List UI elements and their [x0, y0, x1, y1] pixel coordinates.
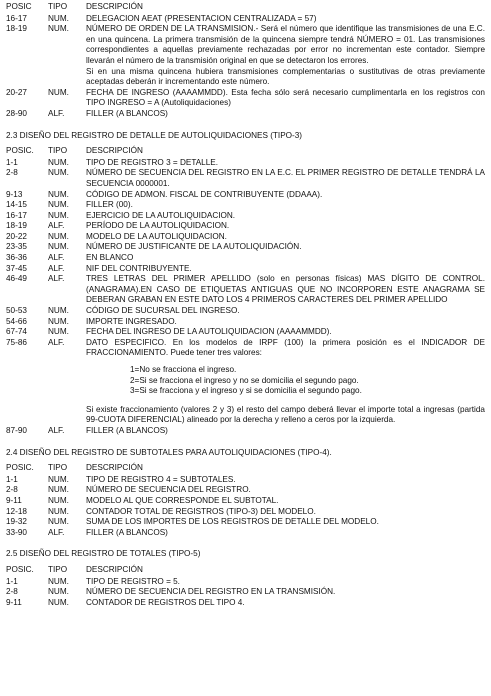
table-row — [6, 317, 485, 328]
row-desc: FILLER (A BLANCOS) — [86, 425, 168, 435]
section-title: 2.4 DISEÑO DEL REGISTRO DE SUBTOTALES PARA AUTOLIQUIDACIONES (TIPO-4). — [6, 447, 332, 457]
row-type: NUM. — [48, 327, 69, 337]
row-desc-extra: Si en una misma quincena hubiera transmisiones complementarias o sustitutivas de otras previamente aceptadas deberán ir incrementando este número. — [86, 66, 485, 87]
row-desc: FILLER (A BLANCOS) — [86, 527, 168, 537]
table-row — [6, 221, 485, 232]
row-type: NUM. — [48, 485, 69, 495]
header-tipo: TIPO — [48, 2, 68, 11]
row-pos: 1-1 — [6, 576, 18, 586]
row-pos: 9-11 — [6, 597, 22, 607]
row-pos: 23-35 — [6, 242, 27, 252]
row-desc: FECHA DEL INGRESO DE LA AUTOLIQUIDACION (AAAAMMDD). — [86, 327, 332, 337]
row-pos: 46-49 — [6, 274, 27, 284]
row-desc: IMPORTE INGRESADO. — [86, 316, 177, 326]
row-type: ALF. — [48, 108, 65, 118]
section-title: 2.3 DISEÑO DEL REGISTRO DE DETALLE DE AUTOLIQUIDACIONES (TIPO-3) — [6, 130, 303, 140]
row-desc-extra: Si existe fraccionamiento (valores 2 y 3) el resto del campo deberá llevar el importe total a ingresas (partida 99-CUOTA DIFERENCIAL) alineado por la derecha y relleno a ceros por la izquierda. — [86, 404, 485, 425]
row-type: ALF. — [48, 221, 65, 231]
row-desc: CÓDIGO DE ADMON. FISCAL DE CONTRIBUYENTE (DDAAA). — [86, 189, 323, 199]
section-detalle-autoliquidaciones — [6, 131, 485, 437]
row-type: NUM. — [48, 316, 69, 326]
row-type: NUM. — [48, 306, 69, 316]
row-type: NUM. — [48, 157, 69, 167]
table-row — [6, 327, 485, 338]
table-row — [6, 507, 485, 518]
row-pos: 2-8 — [6, 485, 18, 495]
row-desc: DELEGACION AEAT (PRESENTACION CENTRALIZADA = 57) — [86, 13, 317, 23]
row-type: NUM. — [48, 200, 69, 210]
option-item: 1=No se fracciona el ingreso. — [130, 365, 237, 374]
table-row — [6, 24, 485, 88]
document-page — [6, 2, 485, 608]
row-type: NUM. — [48, 24, 69, 34]
row-desc-block — [86, 338, 485, 426]
row-type: ALF. — [48, 527, 65, 537]
row-desc: NÚMERO DE SECUENCIA DEL REGISTRO EN LA TRANSMISIÓN. — [86, 587, 336, 597]
table-row — [6, 496, 485, 507]
row-pos: 36-36 — [6, 253, 27, 263]
row-desc-block — [86, 24, 485, 88]
row-desc: NÚMERO DE ORDEN DE LA TRANSMISION.- Será el número que identifique las transmisiones de una E.C. en una quincena. La primera transmisión de la quincena siempre tendrá NÚMERO = 01. Las transmisiones correspondientes a aquellas previamente rechazadas por error no incrementan este contador. Siempre llevarán el número de la transmisión original en que se detectaron los errores. — [86, 24, 485, 65]
row-pos: 1-1 — [6, 474, 18, 484]
table-row — [6, 528, 485, 539]
row-desc: DATO ESPECIFICO. En los modelos de IRPF (100) la primera posición es el INDICADOR DE FRACCIONAMIENTO. Puede tener tres valores: — [86, 337, 485, 358]
row-type: ALF. — [48, 425, 65, 435]
row-type: ALF. — [48, 253, 65, 263]
table-row — [6, 109, 485, 120]
table-row — [6, 426, 485, 437]
table-row — [6, 485, 485, 496]
table-row — [6, 200, 485, 211]
table-header — [6, 463, 485, 474]
header-posic: POSIC — [6, 2, 32, 11]
table-row — [6, 88, 485, 109]
row-desc: NÚMERO DE SECUENCIA DEL REGISTRO EN LA E.C. EL PRIMER REGISTRO DE DETALLE TENDRÁ LA SECUENCIA 0000001. — [86, 168, 485, 188]
row-desc: FECHA DE INGRESO (AAAAMMDD). Esta fecha sólo será necesario cumplimentarla en los registros con TIPO INGRESO = A (Autoliquidaciones) — [86, 87, 485, 108]
header-tipo: TIPO — [48, 564, 68, 574]
row-desc: MODELO AL QUE CORRESPONDE EL SUBTOTAL. — [86, 495, 279, 505]
row-desc: CÓDIGO DE SUCURSAL DEL INGRESO. — [86, 306, 240, 316]
row-pos: 18-19 — [6, 24, 27, 34]
row-pos: 1-1 — [6, 157, 18, 167]
row-pos: 20-27 — [6, 87, 27, 97]
row-desc: MODELO DE LA AUTOLIQUIDACION. — [86, 231, 227, 241]
row-desc: FILLER (A BLANCOS) — [86, 108, 168, 118]
table-row — [6, 190, 485, 201]
table-row — [6, 158, 485, 169]
row-desc: NIF DEL CONTRIBUYENTE. — [86, 263, 192, 273]
section-title: 2.5 DISEÑO DEL REGISTRO DE TOTALES (TIPO-5) — [6, 549, 201, 559]
row-type: NUM. — [48, 495, 69, 505]
header-descripcion: DESCRIPCIÓN — [86, 146, 143, 156]
section-totales — [6, 549, 485, 608]
table-row — [6, 14, 485, 25]
row-type: NUM. — [48, 168, 69, 178]
row-pos: 12-18 — [6, 506, 27, 516]
row-pos: 33-90 — [6, 527, 27, 537]
row-type: NUM. — [48, 576, 69, 586]
option-item: 2=Si se fracciona el ingreso y no se domicilia el segundo pago. — [130, 375, 359, 385]
header-tipo: TIPO — [48, 463, 68, 473]
row-desc: TRES LETRAS DEL PRIMER APELLIDO (solo en personas físicas) MAS DÍGITO DE CONTROL.(ANAGRAMA).EN CASO DE ETIQUETAS ANTIGUAS QUE NO INCORPOREN ESTE ANAGRAMA SE DEBERAN GRABAN EN ESTE DATO LOS 4 PRIMEROS CARACTERES DEL PRIMER APELLIDO — [86, 274, 485, 305]
row-pos: 75-86 — [6, 337, 27, 347]
row-pos: 9-11 — [6, 495, 22, 505]
table-row — [6, 242, 485, 253]
row-pos: 16-17 — [6, 210, 27, 220]
row-type: NUM. — [48, 474, 69, 484]
row-pos: 18-19 — [6, 221, 27, 231]
header-descripcion: DESCRIPCIÓN — [86, 564, 143, 574]
table-header — [6, 2, 485, 13]
table-row — [6, 306, 485, 317]
row-type: NUM. — [48, 87, 69, 97]
row-type: NUM. — [48, 597, 69, 607]
option-item: 3=Si se fracciona y el ingreso y si se domicilia el segundo pago. — [130, 386, 362, 396]
row-desc: EN BLANCO — [86, 253, 134, 263]
row-type: NUM. — [48, 242, 69, 252]
row-desc: EJERCICIO DE LA AUTOLIQUIDACION. — [86, 210, 236, 220]
row-desc: FILLER (00). — [86, 200, 133, 210]
row-pos: 37-45 — [6, 263, 27, 273]
row-type: NUM. — [48, 210, 69, 220]
table-row — [6, 211, 485, 222]
header-posic: POSIC. — [6, 564, 34, 574]
header-tipo: TIPO — [48, 146, 68, 156]
table-row — [6, 587, 485, 598]
row-pos: 67-74 — [6, 327, 27, 337]
table-row — [6, 232, 485, 243]
table-header — [6, 146, 485, 157]
row-pos: 20-22 — [6, 231, 27, 241]
table-row — [6, 168, 485, 189]
row-type: NUM. — [48, 506, 69, 516]
row-desc: TIPO DE REGISTRO 3 = DETALLE. — [86, 157, 219, 167]
table-row — [6, 274, 485, 306]
row-pos: 50-53 — [6, 306, 27, 316]
row-type: ALF. — [48, 263, 65, 273]
row-type: ALF. — [48, 337, 65, 347]
table-row — [6, 264, 485, 275]
table-row — [6, 253, 485, 264]
row-type: NUM. — [48, 231, 69, 241]
row-pos: 87-90 — [6, 425, 27, 435]
row-type: ALF. — [48, 274, 65, 284]
table-row — [6, 475, 485, 486]
header-posic: POSIC. — [6, 463, 34, 473]
row-pos: 28-90 — [6, 108, 27, 118]
row-pos: 54-66 — [6, 316, 27, 326]
header-descripcion: DESCRIPCIÓN — [86, 463, 143, 473]
row-type: NUM. — [48, 13, 69, 23]
row-type: NUM. — [48, 189, 69, 199]
row-pos: 19-32 — [6, 517, 27, 527]
row-desc: NÚMERO DE JUSTIFICANTE DE LA AUTOLIQUIDACIÓN. — [86, 242, 302, 252]
row-desc: NÚMERO DE SECUENCIA DEL REGISTRO. — [86, 485, 251, 495]
table-header — [6, 565, 485, 576]
row-desc: PERÍODO DE LA AUTOLIQUIDACION. — [86, 221, 230, 231]
row-pos: 9-13 — [6, 189, 23, 199]
row-pos: 2-8 — [6, 168, 18, 178]
section-subtotales — [6, 448, 485, 539]
table-row — [6, 598, 485, 609]
header-posic: POSIC. — [6, 146, 34, 156]
header-descripcion: DESCRIPCIÓN — [86, 2, 143, 11]
row-pos: 14-15 — [6, 200, 27, 210]
table-row — [6, 517, 485, 528]
row-desc: CONTADOR DE REGISTROS DEL TIPO 4. — [86, 597, 245, 607]
table-row — [6, 338, 485, 426]
row-desc: SUMA DE LOS IMPORTES DE LOS REGISTROS DE DETALLE DEL MODELO. — [86, 517, 379, 527]
row-desc: TIPO DE REGISTRO 4 = SUBTOTALES. — [86, 474, 236, 484]
row-desc: CONTADOR TOTAL DE REGISTROS (TIPO-3) DEL MODELO. — [86, 506, 316, 516]
row-desc: TIPO DE REGISTRO = 5. — [86, 576, 180, 586]
table-row — [6, 577, 485, 588]
row-type: NUM. — [48, 517, 69, 527]
row-type: NUM. — [48, 587, 69, 597]
fraccionamiento-options — [130, 365, 485, 397]
section-continuation — [6, 2, 485, 120]
row-pos: 16-17 — [6, 13, 27, 23]
row-pos: 2-8 — [6, 587, 18, 597]
